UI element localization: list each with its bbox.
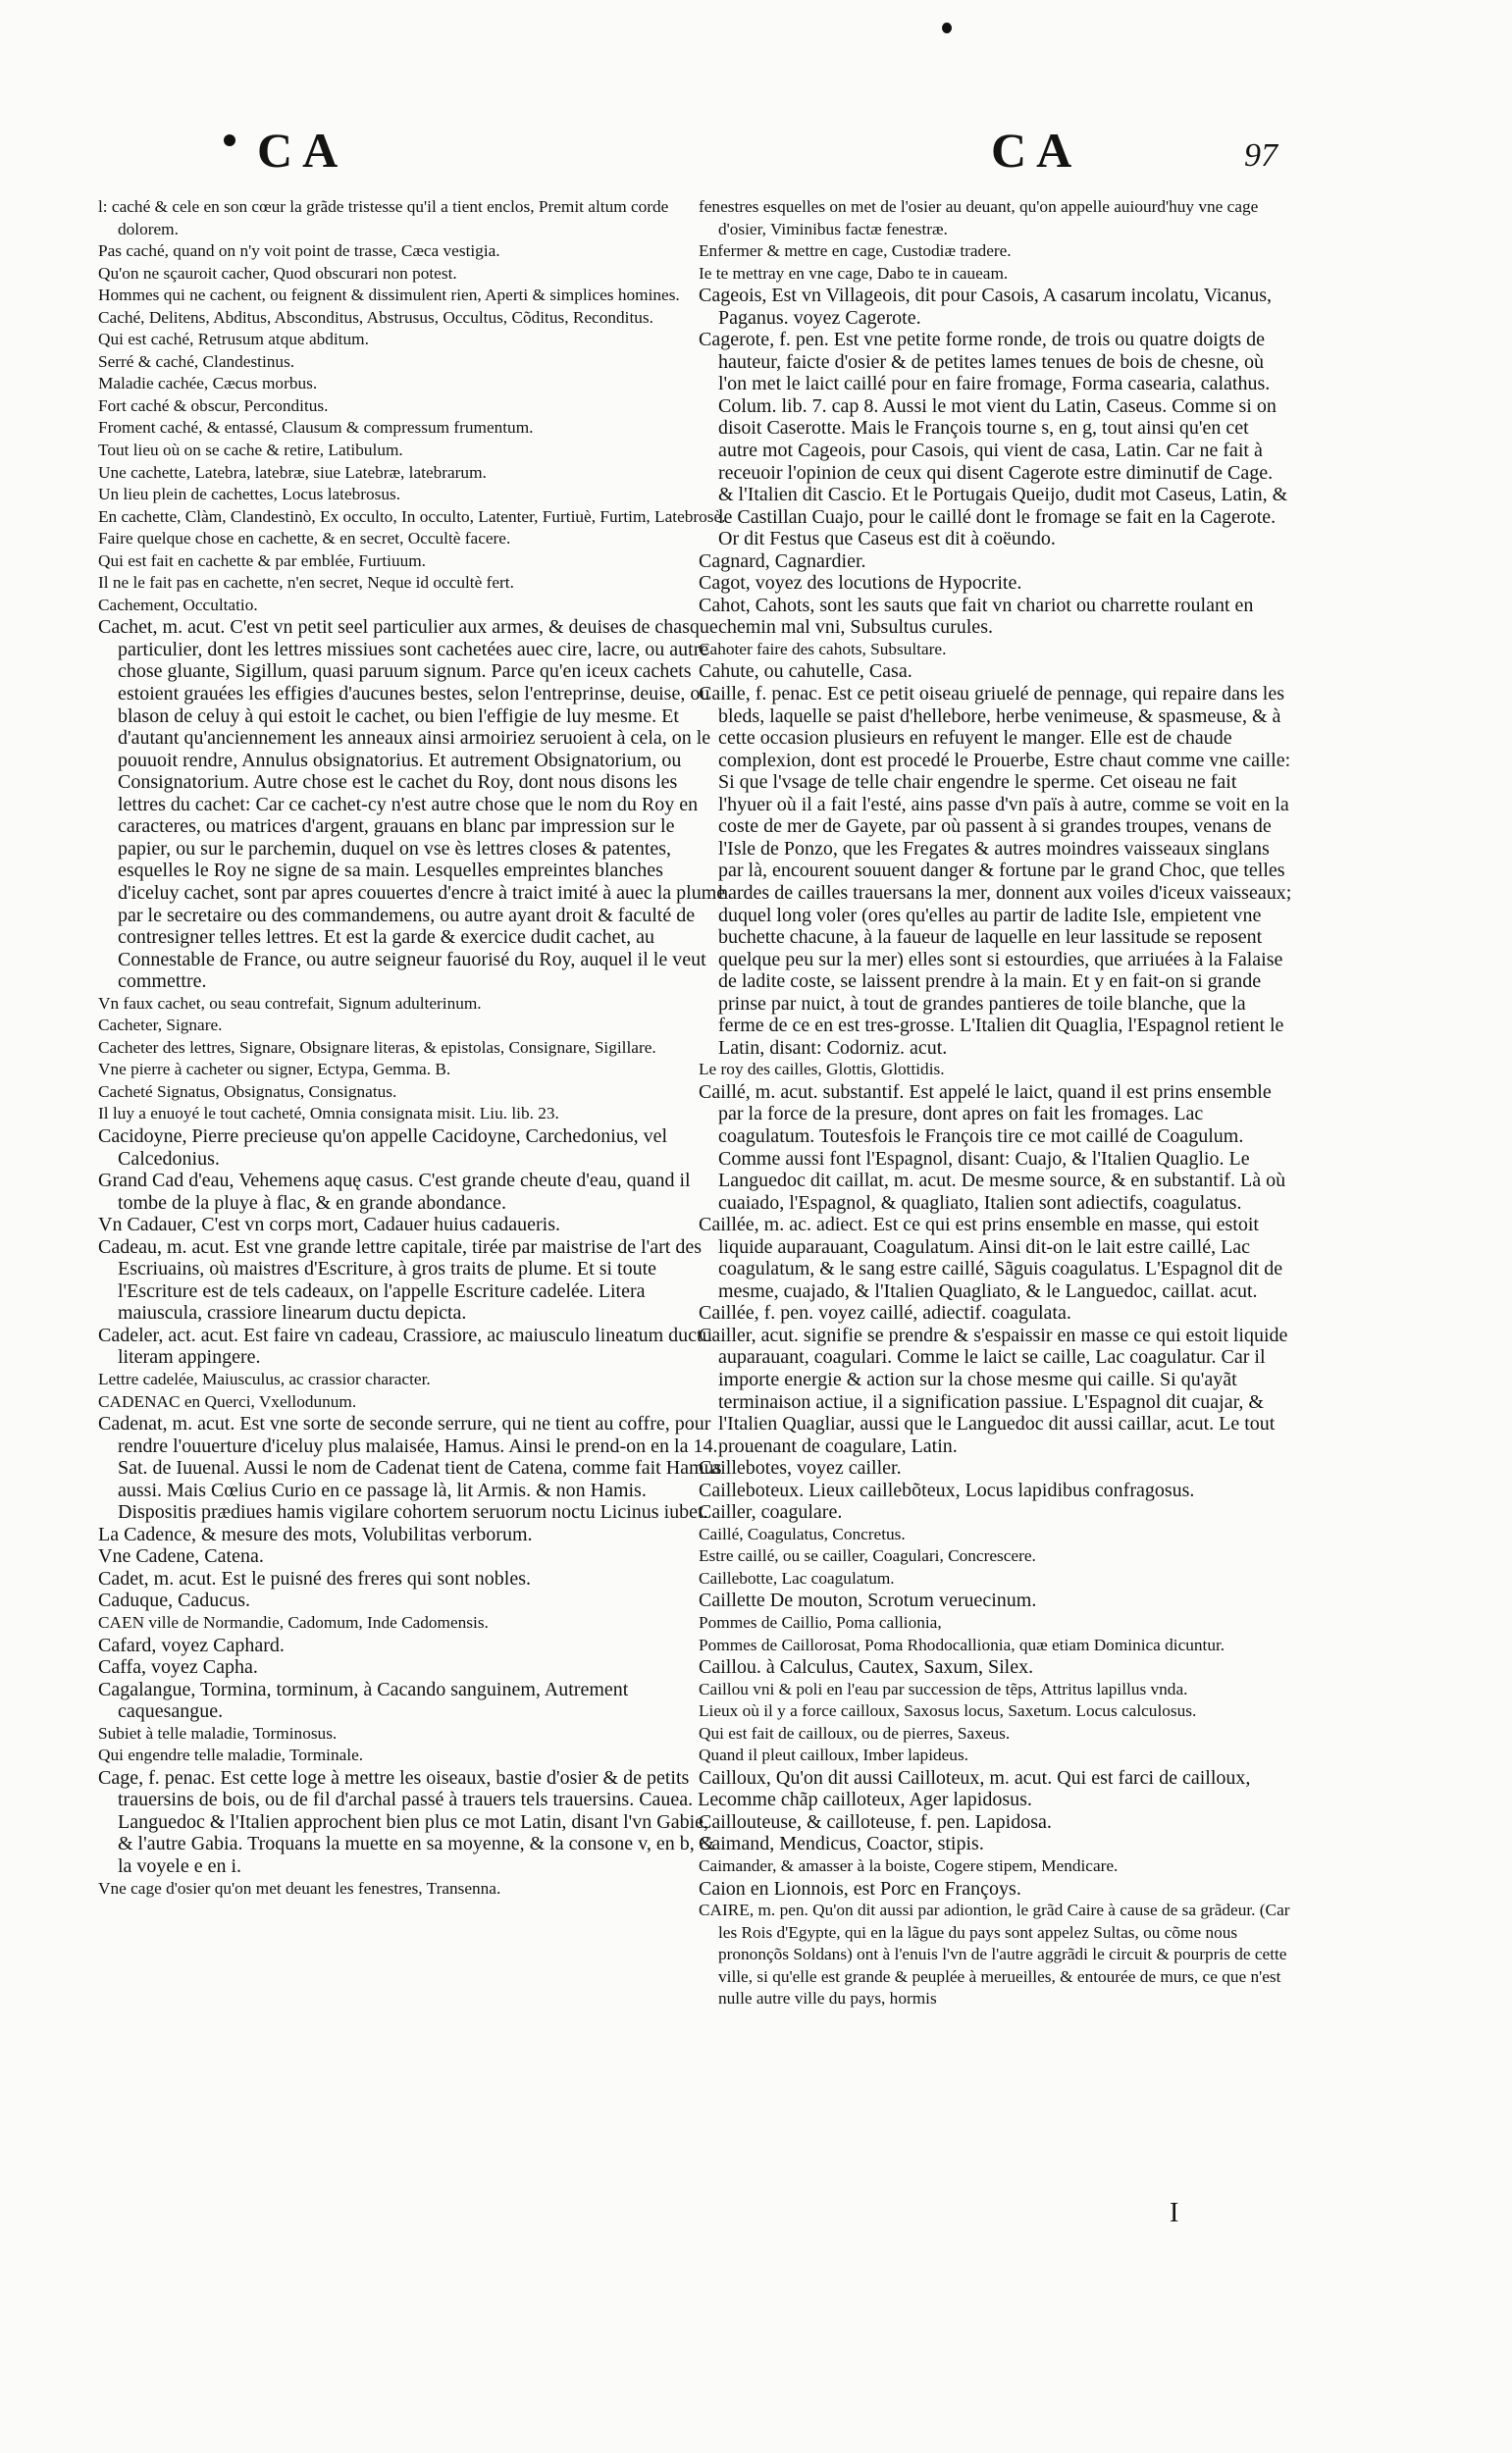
dictionary-entry: l: caché & cele en son cœur la grãde tristesse qu'il a tient enclos, Premit altum corde dolorem. <box>98 197 669 238</box>
ink-dot-top-left <box>224 134 235 146</box>
dictionary-entry: Cafard, voyez Caphard. <box>98 1634 285 1656</box>
dictionary-entry: Caion en Lionnois, est Porc en Françoys. <box>699 1877 1021 1900</box>
dictionary-entry: Cacheté Signatus, Obsignatus, Consignatus. <box>98 1081 397 1101</box>
dictionary-entry: Cagot, voyez des locutions de Hypocrite. <box>699 572 1022 595</box>
page-number: 97 <box>1244 137 1277 174</box>
dictionary-entry: CADENAC en Querci, Vxellodunum. <box>98 1391 357 1411</box>
dictionary-entry: Caimander, & amasser à la boiste, Cogere stipem, Mendicare. <box>699 1856 1119 1876</box>
dictionary-entry: Vn faux cachet, ou seau contrefait, Signum adulterinum. <box>98 993 482 1013</box>
dictionary-entry: Pommes de Caillio, Poma callionia, <box>699 1613 942 1632</box>
dictionary-entry: Caillé, Coagulatus, Concretus. <box>699 1524 906 1543</box>
dictionary-entry: Cailloux, Qu'on dit aussi Cailloteux, m. acut. Qui est farci de cailloux, comme chãp cailloteux, Ager lapidosus. <box>699 1766 1251 1811</box>
dictionary-entry: Serré & caché, Clandestinus. <box>98 351 295 371</box>
dictionary-entry: Cacidoyne, Pierre precieuse qu'on appelle Cacidoyne, Carchedonius, vel Calcedonius. <box>98 1124 668 1170</box>
dictionary-entry: Cadet, m. acut. Est le puisné des freres qui sont nobles. <box>98 1567 532 1590</box>
signature-mark: I <box>1170 2198 1179 2228</box>
dictionary-entry: Caché, Delitens, Abditus, Absconditus, Abstrusus, Occultus, Cõditus, Reconditus. <box>98 307 653 327</box>
dictionary-entry: Caillette De mouton, Scrotum veruecinum. <box>699 1590 1037 1612</box>
dictionary-entry: Fort caché & obscur, Perconditus. <box>98 395 329 415</box>
dictionary-entry: Estre caillé, ou se cailler, Coagulari, Concrescere. <box>699 1546 1036 1566</box>
dictionary-entry: Enfermer & mettre en cage, Custodiæ tradere. <box>699 241 1012 261</box>
dictionary-entry: Qu'on ne sçauroit cacher, Quod obscurari non potest. <box>98 263 457 283</box>
dictionary-entry: CAIRE, m. pen. Qu'on dit aussi par adiontion, le grãd Caire à cause de sa grãdeur. (Car les Rois d'Egypte, qui en la lãgue du pays sont appelez Sultas, ou cõme nous prononçõs Soldans) ont à l'enuis l'vn de l'autre aggrãdi le circuit & pourpris de cette ville, si qu'elle est grande & peuplée à merueilles, & entourée de murs, ce que n'est nulle autre ville du pays, hormis <box>699 1901 1290 2009</box>
dictionary-entry: Caillée, f. pen. voyez caillé, adiectif. coagulata. <box>699 1302 1071 1325</box>
dictionary-entry: Cailleboteux. Lieux caillebõteux, Locus lapidibus confragosus. <box>699 1479 1195 1501</box>
ink-dot-top-center <box>942 23 952 33</box>
dictionary-entry: Qui est fait en cachette & par emblée, Furtiuum. <box>98 550 426 570</box>
dictionary-entry: Cadeler, act. acut. Est faire vn cadeau, Crassiore, ac maiusculo lineatum ductu literam appingere. <box>98 1324 712 1369</box>
right-column <box>699 196 1292 2010</box>
dictionary-entry: Pommes de Caillorosat, Poma Rhodocallionia, quæ etiam Dominica dicuntur. <box>699 1635 1225 1654</box>
dictionary-entry: Cadeau, m. acut. Est vne grande lettre capitale, tirée par maistrise de l'art des Escriuains, où maistres d'Escriture, à gros traits de plume. Et si toute l'Escriture est de tels cadeaux, on l'appelle Escriture cadelée. Litera maiuscula, crassiore linearum ductu depicta. <box>98 1235 703 1325</box>
dictionary-entry: Faire quelque chose en cachette, & en secret, Occultè facere. <box>98 529 511 548</box>
dictionary-entry: Caillouteuse, & cailloteuse, f. pen. Lapidosa. <box>699 1810 1052 1833</box>
running-head-left: CA <box>257 123 348 178</box>
dictionary-entry: Une cachette, Latebra, latebræ, siue Latebræ, latebrarum. <box>98 462 487 482</box>
left-column <box>98 196 726 1900</box>
dictionary-entry: Cahute, ou cahutelle, Casa. <box>699 660 912 683</box>
dictionary-entry: Qui est caché, Retrusum atque abditum. <box>98 330 369 349</box>
dictionary-entry: fenestres esquelles on met de l'osier au deuant, qu'on appelle auiourd'huy vne cage d'osier, Viminibus factæ fenestræ. <box>699 197 1259 238</box>
dictionary-entry: Cahot, Cahots, sont les sauts que fait vn chariot ou charrette roulant en chemin mal vni, Subsultus curules. <box>699 594 1254 639</box>
dictionary-entry: Cacheter des lettres, Signare, Obsignare literas, & epistolas, Consignare, Sigillare. <box>98 1037 656 1057</box>
dictionary-entry: Tout lieu où on se cache & retire, Latibulum. <box>98 441 403 460</box>
dictionary-entry: Le roy des cailles, Glottis, Glottidis. <box>699 1060 945 1079</box>
dictionary-entry: Cacheter, Signare. <box>98 1016 223 1035</box>
dictionary-entry: Cage, f. penac. Est cette loge à mettre les oiseaux, bastie d'osier & de petits trauersins de bois, ou de fil d'archal passé à trauers tels trauersins. Cauea. Le Languedoc & l'Italien approchent bien plus ce mot Latin, disant l'vn Gabie, & l'autre Gabia. Troquans la muette en sa moyenne, & la consone v, en b, & la voyele e en i. <box>98 1766 719 1878</box>
dictionary-entry: Quand il pleut cailloux, Imber lapideus. <box>699 1746 968 1765</box>
dictionary-entry: Qui est fait de cailloux, ou de pierres, Saxeus. <box>699 1723 1011 1743</box>
dictionary-entry: Lettre cadelée, Maiusculus, ac crassior character. <box>98 1369 431 1388</box>
dictionary-entry: En cachette, Clàm, Clandestinò, Ex occulto, In occulto, Latenter, Furtiuè, Furtim, Latebrosè. <box>98 506 726 526</box>
dictionary-entry: Cagnard, Cagnardier. <box>699 549 866 572</box>
dictionary-entry: Vn Cadauer, C'est vn corps mort, Cadauer huius cadaueris. <box>98 1214 561 1236</box>
dictionary-entry: Caduque, Caducus. <box>98 1590 250 1612</box>
dictionary-entry: Caillé, m. acut. substantif. Est appelé le laict, quand il est prins ensemble par la force de la presure, dont apres on fait les fromages. Lac coagulatum. Toutesfois le François tire ce mot caillé de Coagulum. Comme aussi font l'Espagnol, disant: Cuajo, & l'Italien Quaglio. Le Languedoc dit caillat, m. acut. De mesme source, & en substantif. Là où cuaiado, l'Espagnol, & quagliato, Italien sont adiectifs, coagulatus. <box>699 1080 1286 1214</box>
dictionary-entry: Cailler, coagulare. <box>699 1501 843 1524</box>
dictionary-entry: Il ne le fait pas en cachette, n'en secret, Neque id occultè fert. <box>98 573 514 593</box>
dictionary-entry: Lieux où il y a force cailloux, Saxosus locus, Saxetum. Locus calculosus. <box>699 1701 1197 1721</box>
dictionary-entry: Grand Cad d'eau, Vehemens aquę casus. C'est grande cheute d'eau, quand il tombe de la pluye à flac, & en grande abondance. <box>98 1170 691 1214</box>
dictionary-entry: La Cadence, & mesure des mots, Volubilitas verborum. <box>98 1523 533 1545</box>
dictionary-entry: Froment caché, & entassé, Clausum & compressum frumentum. <box>98 418 534 438</box>
dictionary-entry: Cageois, Est vn Villageois, dit pour Casois, A casarum incolatu, Vicanus, Paganus. voyez Cagerote. <box>699 285 1273 329</box>
dictionary-entry: Cagalangue, Tormina, torminum, à Cacando sanguinem, Autrement caquesangue. <box>98 1678 629 1723</box>
dictionary-entry: Cadenat, m. acut. Est vne sorte de seconde serrure, qui ne tient au coffre, pour rendre l'ouuerture d'iceluy plus malaisée, Hamus. Ainsi le prend-on en la 14. Sat. de Iuuenal. Aussi le nom de Cadenat tient de Catena, comme fait Hamus aussi. Mais Cœlius Curio en ce passage là, lit Armis. & non Hamis. Dispositis prædiues hamis vigilare cohortem seruorum noctu Licinus iubet. <box>98 1413 722 1524</box>
dictionary-entry: Cailler, acut. signifie se prendre & s'espaissir en masse ce qui estoit liquide auparauant, coagulari. Comme le laict se caille, Lac coagulatur. Car il importe energie & action sur la chose mesme qui caille. Si qu'ayãt terminaison actiue, il a signification passiue. L'Espagnol dit cuajar, & l'Italien Quagliar, aussi que le Languedoc dit aussi caillar, acut. Le tout prouenant de coagulare, Latin. <box>699 1324 1288 1457</box>
dictionary-entry: Il luy a enuoyé le tout cacheté, Omnia consignata misit. Liu. lib. 23. <box>98 1104 559 1123</box>
dictionary-entry: Caillebotte, Lac coagulatum. <box>699 1568 895 1588</box>
dictionary-entry: Vne cage d'osier qu'on met deuant les fenestres, Transenna. <box>98 1878 501 1898</box>
dictionary-entry: Qui engendre telle maladie, Torminale. <box>98 1746 364 1765</box>
dictionary-entry: Cachement, Occultatio. <box>98 595 258 614</box>
dictionary-entry: Cagerote, f. pen. Est vne petite forme ronde, de trois ou quatre doigts de hauteur, faicte d'osier & de petites lames tenues de bois de chesne, où l'on met le laict caillé pour en faire fromage, Forma casearia, calathus. Colum. lib. 7. cap 8. Aussi le mot vient du Latin, Caseus. Comme si on disoit Caserotte. Mais le François tourne s, en g, tout ainsi qu'en cet autre mot Cageois, pour Casois, qui vient de casa, Latin. Car ne fait à receuoir l'opinion de ceux qui disent Cagerote estre diminutif de Cage. & l'Italien dit Cascio. Et le Portugais Queijo, dudit mot Caseus, Latin, & le Castillan Cuajo, pour le caillé dont le fromage se fait en la Cagerote. Or dit Festus que Caseus est dit à coëundo. <box>699 329 1288 550</box>
dictionary-entry: Ie te mettray en vne cage, Dabo te in caueam. <box>699 263 1009 283</box>
running-head-right: CA <box>991 123 1082 178</box>
dictionary-entry: Vne Cadene, Catena. <box>98 1545 264 1568</box>
dictionary-entry: Caillou. à Calculus, Cautex, Saxum, Silex. <box>699 1656 1034 1679</box>
dictionary-entry: Hommes qui ne cachent, ou feignent & dissimulent rien, Aperti & simplices homines. <box>98 286 680 305</box>
dictionary-entry: Subiet à telle maladie, Torminosus. <box>98 1723 338 1743</box>
dictionary-entry: Caille, f. penac. Est ce petit oiseau griuelé de pennage, qui repaire dans les bleds, laquelle se paist d'hellebore, herbe venimeuse, & spasmeuse, & à cette occasion plusieurs en refuyent le manger. Elle est de chaude complexion, dont est procedé le Prouerbe, Estre chaut comme vne caille: Si que l'vsage de telle chair engendre le sperme. Cet oiseau ne fait l'hyuer où il a fait l'esté, ains passe d'vn païs à autre, comme se voit en la coste de mer de Gayete, par où passent à si grandes troupes, venans de l'Isle de Ponzo, que les Fregates & autres moindres vaisseaux singlans par là, encourent souuent danger & fortune par le grand Choc, que telles hardes de cailles trauersans la mer, donnent aux voiles d'iceux vaisseaux; duquel long voler (ores qu'elles au partir de ladite Isle, empietent vne buchette chacune, à la faueur de laquelle en leur lassitude se reposent quelque peu sur la mer) elles sont si estourdies, que arriuées à la Falaise de ladite coste, se laissent prendre à la main. Et y en fait-on si grande prinse par nuict, à tout de grandes pantieres de toile blanche, que la ferme de ce en est tres-grosse. L'Italien dit Quaglia, l'Espagnol retient le Latin, disant: Codorniz. acut. <box>699 683 1292 1059</box>
dictionary-entry: Caffa, voyez Capha. <box>98 1656 258 1679</box>
dictionary-entry: Cahoter faire des cahots, Subsultare. <box>699 639 947 658</box>
dictionary-entry: Maladie cachée, Cæcus morbus. <box>98 374 318 393</box>
dictionary-entry: Cachet, m. acut. C'est vn petit seel particulier aux armes, & deuises de chasque particulier, dont les lettres missiues sont cachetées auec cire, lacre, ou autre chose gluante, Sigillum, quasi paruum signum. Parce qu'en iceux cachets estoient grauées les effigies d'aucunes bestes, selon l'entreprinse, deuise, ou blason de celuy à qui estoit le cachet, ou bien l'effigie de luy mesme. Et d'autant qu'anciennement les anneaux ainsi armoiriez seruoient à cela, on le pouuoit rendre, Annulus obsignatorius. Et autrement Obsignatorium, ou Consignatorium. Autre chose est le cachet du Roy, dont nous disons les lettres du cachet: Car ce cachet-cy n'est autre chose que le nom du Roy en caracteres, ou matrices d'argent, grauans en blanc par impression sur le papier, ou sur le parchemin, duquel on vse ès lettres closes & patentes, esquelles le Roy ne signe de sa main. Lesquelles empreintes blanches d'iceluy cachet, sont par apres couuertes d'encre à traict imité à auec la plume par le secretaire ou des commandemens, ou autre ayant droit & faculté de contresigner telles lettres. Et est la garde & exercice dudit cachet, au Connestable de France, ou autre seigneur fauorisé du Roy, auquel il le veut commettre. <box>98 616 726 993</box>
dictionary-entry: Caillebotes, voyez cailler. <box>699 1457 902 1480</box>
dictionary-entry: CAEN ville de Normandie, Cadomum, Inde Cadomensis. <box>98 1613 489 1632</box>
dictionary-entry: Caimand, Mendicus, Coactor, stipis. <box>699 1833 984 1855</box>
dictionary-entry: Caillée, m. ac. adiect. Est ce qui est prins ensemble en masse, qui estoit liquide auparauant, Coagulatum. Ainsi dit-on le lait estre caillé, Lac coagulatum, & le sang estre caillé, Sãguis coagulatus. L'Espagnol dit de mesme, cuajado, & l'Italien Quagliato, & le Languedoc, caillat. acut. <box>699 1214 1283 1302</box>
dictionary-entry: Un lieu plein de cachettes, Locus latebrosus. <box>98 485 401 504</box>
dictionary-entry: Caillou vni & poli en l'eau par succession de tẽps, Attritus lapillus vnda. <box>699 1679 1188 1698</box>
dictionary-entry: Pas caché, quand on n'y voit point de trasse, Cæca vestigia. <box>98 241 500 261</box>
dictionary-entry: Vne pierre à cacheter ou signer, Ectypa, Gemma. B. <box>98 1060 451 1079</box>
